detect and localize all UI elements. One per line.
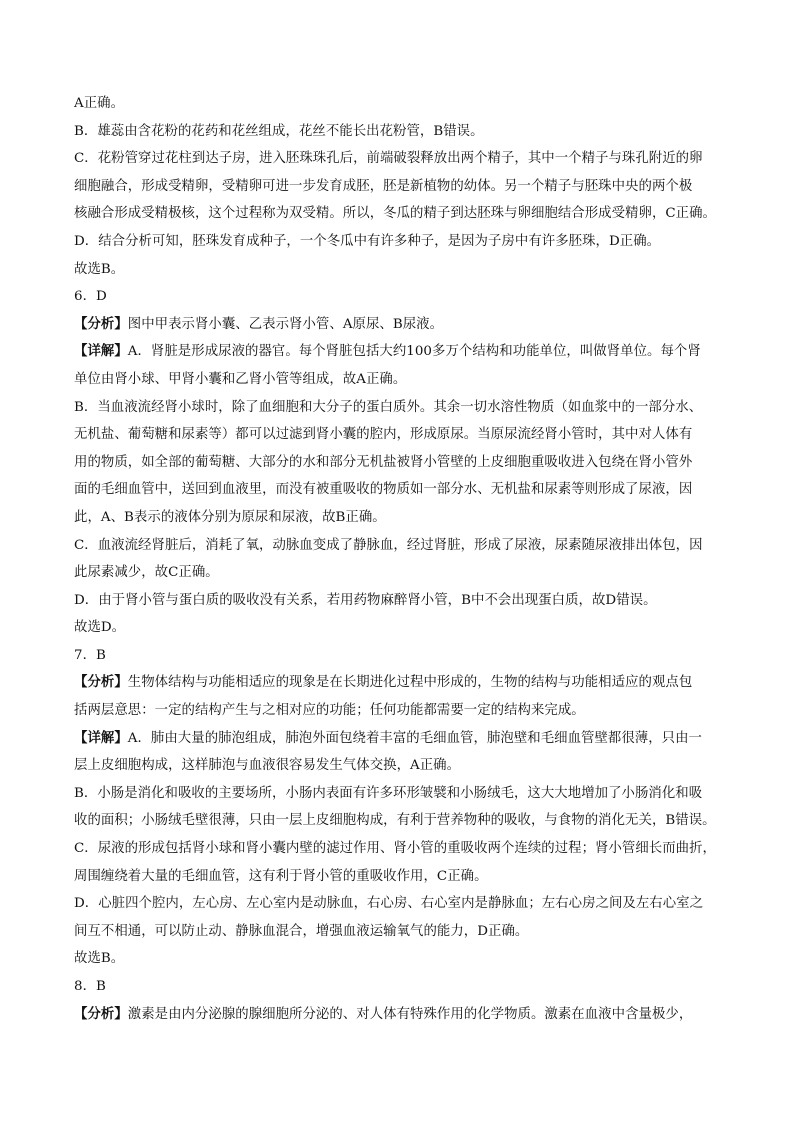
text-line: C．花粉管穿过花柱到达子房，进入胚珠珠孔后，前端破裂释放出两个精子，其中一个精子与珠孔附近的卵 — [74, 151, 703, 167]
text-line: 用的物质，如全部的葡萄糖、大部分的水和部分无机盐被肾小管壁的上皮细胞重吸收进入包绕在肾小管外 — [74, 454, 693, 470]
text-line: 单位由肾小球、甲肾小囊和乙肾小管等组成，故A正确。 — [74, 371, 407, 387]
text-line: 面的毛细血管中，送回到血液里，而没有被重吸收的物质如一部分水、无机盐和尿素等则形成了尿液，因 — [74, 482, 693, 498]
text-line: B．当血液流经肾小球时，除了血细胞和大分子的蛋白质外。其余一切水溶性物质（如血浆中的一部分水、 — [74, 399, 703, 415]
text-line: 此，A、B表示的液体分别为原尿和尿液，故B正确。 — [74, 509, 386, 525]
text-line: D．结合分析可知，胚珠发育成种子，一个冬瓜中有许多种子，是因为子房中有许多胚珠，D正确。 — [74, 233, 661, 249]
text-line: 核融合形成受精极核，这个过程称为双受精。所以，冬瓜的精子到达胚珠与卵细胞结合形成受精卵，C正确。 — [74, 206, 717, 222]
text-line: D．心脏四个腔内，左心房、左心室内是动脉血，右心房、右心室内是静脉血；左右心房之间及左右心室之 — [74, 896, 704, 912]
text-line: C．血液流经肾脏后，消耗了氧，动脉血变成了静脉血，经过肾脏，形成了尿液，尿素随尿液排出体包，因 — [74, 537, 703, 553]
answer-line: 故选D。 — [74, 620, 126, 636]
detail-line: 【详解】A．肾脏是形成尿液的器官。每个肾脏包括大约100多万个结构和功能单位，叫做肾单位。每个肾 — [74, 344, 701, 360]
text-line: B．小肠是消化和吸收的主要场所，小肠内表面有许多环形皱襞和小肠绒毛，这大大地增加了小肠消化和吸 — [74, 785, 703, 801]
text-line: A正确。 — [74, 96, 125, 111]
detail-tag: 【详解】 — [74, 730, 128, 746]
text-line: 收的面积；小肠绒毛壁很薄，只由一层上皮细胞构成，有利于营养物种的吸收，与食物的消化无关，B错误。 — [74, 813, 716, 829]
text-line: B．雄蕊由含花粉的花药和花丝组成，花丝不能长出花粉管，B错误。 — [74, 123, 484, 139]
text-line: 间互不相通，可以防止动、静脉血混合，增强血液运输氧气的能力，D正确。 — [74, 923, 529, 939]
analysis-line: 【分析】生物体结构与功能相适应的现象是在长期进化过程中形成的，生物的结构与功能相适应的观点包 — [74, 675, 693, 691]
text-line: 层上皮细胞构成，这样肺泡与血液很容易发生气体交换，A正确。 — [74, 758, 461, 774]
detail-line: 【详解】A．肺由大量的肺泡组成，肺泡外面包绕着丰富的毛细血管，肺泡壁和毛细血管壁都很薄，只由一 — [74, 730, 702, 746]
question-number: 7．B — [74, 647, 106, 663]
text-line: 细胞融合，形成受精卵，受精卵可进一步发育成胚，胚是新植物的幼体。另一个精子与胚珠中央的两个极 — [74, 178, 693, 194]
question-number: 8．B — [74, 979, 106, 994]
text-line: D．由于肾小管与蛋白质的吸收没有关系，若用药物麻醉肾小管，B中不会出现蛋白质，故D错误。 — [74, 592, 657, 608]
analysis-line: 【分析】图中甲表示肾小囊、乙表示肾小管、A原尿、B尿液。 — [74, 316, 444, 332]
text-line: 无机盐、葡萄糖和尿素等）都可以过滤到肾小囊的腔内，形成原尿。当原尿流经肾小管时，其中对人体有 — [74, 427, 693, 443]
detail-tag: 【详解】 — [74, 344, 128, 360]
analysis-tag: 【分析】 — [74, 1006, 128, 1022]
answer-line: 故选B。 — [74, 261, 125, 277]
document-page — [74, 90, 724, 1028]
analysis-line: 【分析】激素是由内分泌腺的腺细胞所分泌的、对人体有特殊作用的化学物质。激素在血液中含量极少， — [74, 1006, 693, 1022]
text-line: 此尿素减少，故C正确。 — [74, 565, 219, 581]
text-line: 括两层意思：一定的结构产生与之相对应的功能；任何功能都需要一定的结构来完成。 — [74, 703, 585, 719]
text-line: 周围缠绕着大量的毛细血管，这有利于肾小管的重吸收作用，C正确。 — [74, 868, 488, 884]
text-line: C．尿液的形成包括肾小球和肾小囊内壁的滤过作用、肾小管的重吸收两个连续的过程；肾小管细长而曲折， — [74, 841, 717, 857]
question-number: 6．D — [74, 289, 107, 305]
analysis-tag: 【分析】 — [74, 675, 128, 691]
analysis-tag: 【分析】 — [74, 316, 128, 332]
answer-line: 故选B。 — [74, 951, 125, 967]
